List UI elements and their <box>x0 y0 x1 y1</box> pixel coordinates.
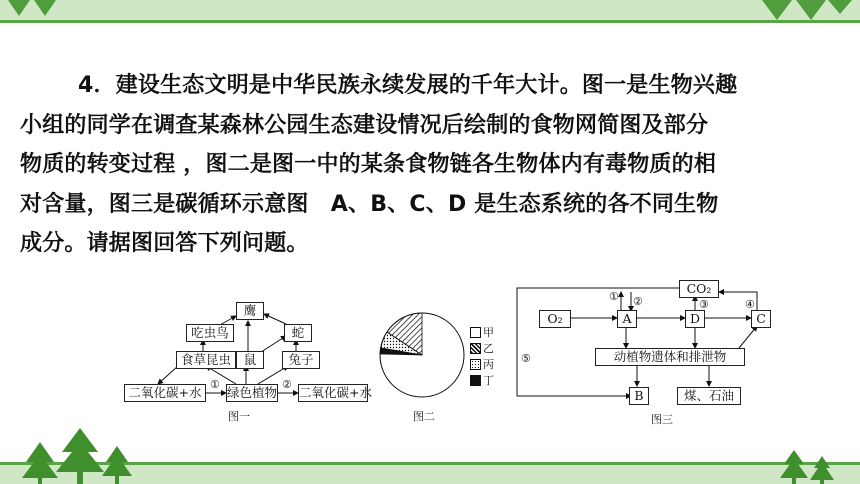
node-coal-oil: 煤、石油 <box>677 387 741 405</box>
figure1-caption: 图一 <box>228 410 250 423</box>
header-divider <box>0 20 860 23</box>
question-line: 小组的同学在调查某森林公园生态建设情况后绘制的食物网简图及部分 <box>20 112 709 138</box>
process-label-2: ② <box>633 295 643 308</box>
node-insectivorous-bird: 吃虫鸟 <box>186 324 234 342</box>
node-c: C <box>751 310 771 328</box>
process-label-1: ① <box>609 290 619 303</box>
figure3-caption: 图三 <box>651 413 673 426</box>
node-co2-water-right: 二氧化碳+水 <box>299 385 372 400</box>
process-label-1: ① <box>210 378 220 391</box>
node-remains-excreta: 动植物遗体和排泄物 <box>595 348 745 366</box>
header-leaf-icon-right <box>762 0 852 24</box>
node-snake: 蛇 <box>284 324 312 342</box>
node-d: D <box>685 310 705 328</box>
header-leaf-icon-left <box>8 0 68 22</box>
question-line: 对含量，图三是碳循环示意图 A、B、C、D 是生态系统的各不同生物 <box>20 191 719 217</box>
node-co2: CO₂ <box>679 280 719 298</box>
legend-yi: 乙 <box>470 340 494 356</box>
figure2-caption: 图二 <box>413 410 435 423</box>
node-co2-water-left: 二氧化碳+水 <box>124 384 206 402</box>
node-mouse: 鼠 <box>236 351 264 369</box>
node-a: A <box>617 310 637 328</box>
node-rabbit: 兔子 <box>282 351 320 369</box>
question-text <box>20 66 842 264</box>
node-o2: O₂ <box>539 310 571 328</box>
legend-jia: 甲 <box>470 324 494 340</box>
legend-ding: 丁 <box>470 372 494 388</box>
process-label-2: ② <box>282 378 292 391</box>
process-label-4: ④ <box>745 298 755 311</box>
question-line: 4．建设生态文明是中华民族永续发展的千年大计。图一是生物兴趣 <box>78 73 738 98</box>
tree-icon-right <box>780 444 840 484</box>
figure-food-web <box>118 300 372 425</box>
figure-pie <box>375 308 510 426</box>
process-label-3: ③ <box>699 298 709 311</box>
node-b: B <box>629 387 649 405</box>
legend-bing: 丙 <box>470 356 494 372</box>
pie-chart <box>377 310 467 400</box>
node-green-plant: 绿色植物 <box>227 385 278 400</box>
header-band <box>0 0 860 20</box>
node-eagle: 鹰 <box>236 302 264 320</box>
figure-carbon-cycle <box>513 278 785 428</box>
process-label-5: ⑤ <box>521 352 531 365</box>
node-herbivorous-insect: 食草昆虫 <box>176 351 236 369</box>
question-line: 物质的转变过程 ，图二是图一中的某条食物链各生物体内有毒物质的相 <box>20 152 717 177</box>
tree-icon-left <box>22 428 132 484</box>
question-line: 成分。请据图回答下列问题。 <box>20 231 309 256</box>
